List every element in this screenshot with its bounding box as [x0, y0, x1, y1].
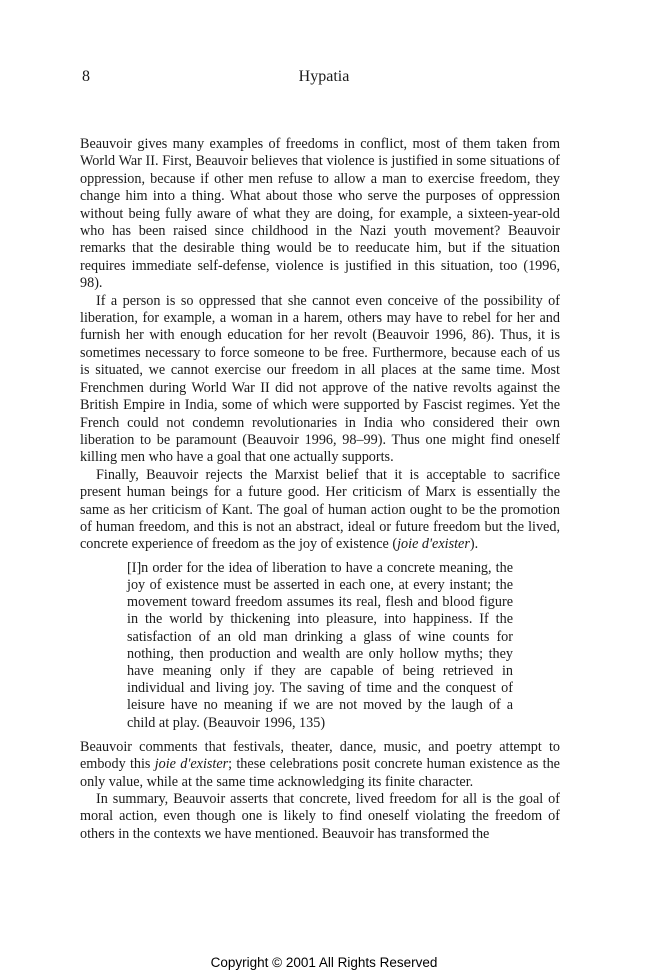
- paragraph-4: [80, 739, 560, 791]
- block-quote: [I]n order for the idea of liberation to have a concrete meaning, the joy of existence must be asserted in each one, at every instant; the movement toward freedom assumes its real, flesh and blood figure in the world by thickening into pleasure, into happiness. If the satisfaction of an old man drinking a glass of wine counts for nothing, then production and wealth are only hollow myths; they have meaning only if they are capable of being retrieved in individual and living joy. The saving of time and the conquest of leisure have no meaning if we are not moved by the laugh of a child at play. (Beauvoir 1996, 135): [127, 559, 513, 731]
- paragraph-4-start: Beauvoir comments that festivals, theater, dance, music, and poetry attempt to embody this: [80, 738, 560, 773]
- paragraph-1: Beauvoir gives many examples of freedoms in conflict, most of them taken from World War II. First, Beauvoir believes that violence is justified in some situations of oppression, because if other men refuse to allow a man to exercise freedom, they change him into a thing. What about those who serve the purposes of oppression without being fully aware of what they are doing, for example, a sixteen-year-old who has been raised since childhood in the Nazi youth movement? Beauvoir remarks that the desirable thing would be to reeducate him, but if the situation requires immediate self-defense, violence is justified in this situation, too (1996, 98).: [80, 136, 560, 292]
- paragraph-4-italic: joie d'exister: [154, 756, 229, 773]
- paragraph-4-end: ; these celebrations posit concrete human existence as the only value, while at the same time acknowledging its finite character.: [80, 756, 560, 790]
- page-number: 8: [82, 68, 90, 85]
- paragraph-3-end: ).: [469, 536, 479, 553]
- paragraph-3-italic: joie d'exister: [397, 536, 470, 553]
- copyright-notice: Copyright © 2001 All Rights Reserved: [210, 955, 438, 970]
- paragraph-3-text: Finally, Beauvoir rejects the Marxist belief that it is acceptable to sacrifice present human beings for a future good. Her criticism of Marx is essentially the same as her criticism of Kant. The goal of human action ought to be the promotion of human freedom, and this is not an abstract, ideal or future freedom but the lived, concrete experience of freedom as the joy of existence (: [80, 466, 560, 553]
- running-head: Hypatia: [298, 68, 350, 85]
- body-text: [80, 136, 560, 843]
- paragraph-2: If a person is so oppressed that she cannot even conceive of the possibility of liberation, for example, a woman in a harem, others may have to rebel for her and furnish her with enough education for her revolt (Beauvoir 1996, 86). Thus, it is sometimes necessary to force someone to be free. Furthermore, because each of us is situated, we cannot exercise our freedom in all places at the same time. Most Frenchmen during World War II did not approve of the native revolts against the British Empire in India, some of which were supported by Fascist regimes. Yet the French could not condemn revolutionaries in India who considered their own liberation to be paramount (Beauvoir 1996, 98–99). Thus one might find oneself killing men who have a goal that one actually supports.: [80, 292, 560, 466]
- paragraph-3: [80, 467, 560, 554]
- paragraph-5: In summary, Beauvoir asserts that concrete, lived freedom for all is the goal of moral action, even though one is likely to find oneself violating the freedom of others in the contexts we have mentioned. Beauvoir has transformed the: [80, 791, 560, 842]
